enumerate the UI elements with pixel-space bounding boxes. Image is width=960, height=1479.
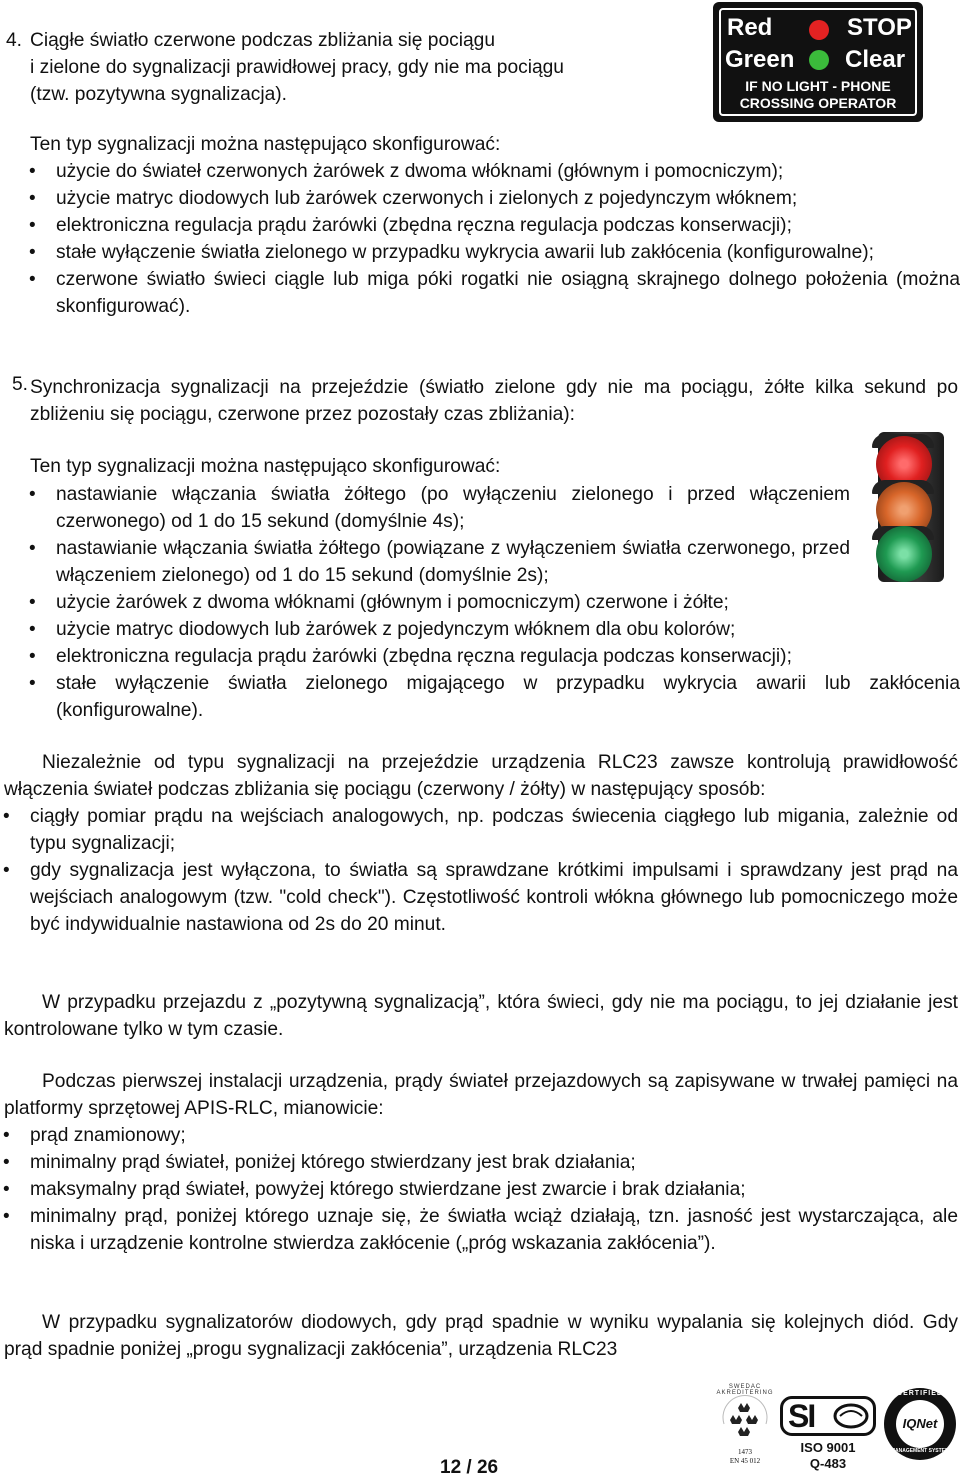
list-item: • gdy sygnalizacja jest wyłączona, to światła są sprawdzane krótkimi impulsami i sprawdzany jest prąd na wejściach analogowym (tzw. "cold check"). Częstotliwość kontroli włókna głównego lub pomocniczego może być indywidualnie nastawiona od 2s do 20 minut. — [30, 857, 958, 938]
list-item: • minimalny prąd, poniżej którego uznaje się, że światła wciąż działają, tzn. jasność jest wystarczająca, ale niska i urządzenie kontrolne stwierdza zakłócenie („próg wskazania zakłócenia”). — [30, 1203, 958, 1257]
list-item: • maksymalny prąd świateł, powyżej którego stwierdzane jest zwarcie i brak działania; — [30, 1176, 958, 1203]
monitor-list — [4, 803, 958, 938]
certified-label: CERTIFIED — [897, 1390, 943, 1397]
list-item: • ciągły pomiar prądu na wejściach analogowych, np. podczas świecenia ciągłego lub migania, zależnie od typu sygnalizacji; — [30, 803, 958, 857]
section5-heading-text: Synchronizacja sygnalizacji na przejeździe (światło zielone gdy nie ma pociągu, żółte kilka sekund po zbliżeniu się pociągu, czerwone przez pozostały czas zbliżania): — [30, 377, 958, 425]
list-item: • stałe wyłączenie światła zielonego migającego w przypadku wykrycia awarii lub zakłócenia (konfigurowalne). — [56, 670, 960, 724]
list-item: • użycie matryc diodowych lub żarówek z pojedynczym włóknem dla obu kolorów; — [56, 616, 960, 643]
config-intro: Ten typ sygnalizacji można następująco skonfigurować: — [30, 456, 501, 477]
paragraph-diode — [4, 1309, 958, 1363]
certificate-number: Q-483 — [809, 1456, 847, 1471]
section-number: 5. — [12, 374, 29, 395]
paragraph-text: Niezależnie od typu sygnalizacji na przejeździe urządzenia RLC23 zawsze kontrolują prawidłowość włączenia świateł podczas zbliżania się pociągu (czerwony / żółty) w następujący sposób: — [4, 752, 958, 800]
section-number: 4. — [6, 30, 23, 51]
paragraph-text: Podczas pierwszej instalacji urządzenia, prądy świateł przejazdowych są zapisywane w trwałej pamięci na platformy sprzętowej APIS-RLC, mianowicie: — [4, 1071, 958, 1119]
green-light-icon — [809, 50, 829, 70]
management-system-label: MANAGEMENT SYSTEM — [890, 1448, 950, 1454]
sign-green-label: Green — [725, 46, 795, 73]
iso-label: ISO 9001 — [800, 1440, 856, 1455]
section4-config — [30, 131, 960, 320]
section5-list — [30, 481, 960, 724]
list-item: • użycie do świateł czerwonych żarówek z dwoma włóknami (głównym i pomocniczym); — [56, 158, 960, 185]
list-item: • nastawianie włączania światła żółtego (powiązane z wyłączeniem światła czerwonego, przed włączeniem zielonego) od 1 do 15 sekund (domyślnie 2s); — [56, 535, 850, 589]
heading-line: (tzw. pozytywna sygnalizacja). — [30, 84, 287, 105]
iqnet-label: IQNet — [902, 1416, 938, 1431]
iqnet-logo — [882, 1386, 958, 1466]
page-number: 12 / 26 — [440, 1457, 499, 1478]
swedac-logo — [714, 1386, 776, 1466]
list-item: • użycie matryc diodowych lub żarówek czerwonych i zielonych z pojedynczym włóknem; — [56, 185, 960, 212]
si-logo-text: SI — [788, 1398, 815, 1434]
config-intro: Ten typ sygnalizacji można następująco skonfigurować: — [30, 134, 501, 155]
section5-heading — [6, 374, 958, 428]
swedac-standard: EN 45 012 — [729, 1457, 761, 1465]
si-certification-logo — [778, 1394, 878, 1478]
list-item: • elektroniczna regulacja prądu żarówki (zbędna ręczna regulacja podczas konserwacji); — [56, 212, 960, 239]
sign-line2: CROSSING OPERATOR — [739, 95, 897, 111]
list-item: • nastawianie włączania światła żółtego (po wyłączeniu zielonego i przed włączeniem czerwonego) od 1 do 15 sekund (domyślnie 4s); — [56, 481, 850, 535]
swedac-number: 1473 — [738, 1448, 752, 1456]
list-item: • minimalny prąd świateł, poniżej którego stwierdzany jest brak działania; — [30, 1149, 958, 1176]
list-item: • użycie żarówek z dwoma włóknami (głównym i pomocniczym) czerwone i żółte; — [56, 589, 960, 616]
paragraph-text: W przypadku sygnalizatorów diodowych, gdy prąd spadnie w wyniku wypalania się kolejnych diód. Gdy prąd spadnie poniżej „progu sygnalizacji zakłócenia”, urządzenia RLC23 — [4, 1312, 958, 1360]
crossing-sign — [713, 2, 923, 122]
red-light-icon — [809, 20, 829, 40]
sign-line1: IF NO LIGHT - PHONE — [745, 78, 891, 94]
sign-red-label: Red — [727, 14, 773, 41]
install-list — [4, 1122, 958, 1257]
list-item: • stałe wyłączenie światła zielonego w przypadku wykrycia awarii lub zakłócenia (konfigurowalne); — [56, 239, 960, 266]
list-item: • elektroniczna regulacja prądu żarówki (zbędna ręczna regulacja podczas konserwacji); — [56, 643, 960, 670]
paragraph-text: W przypadku przejazdu z „pozytywną sygnalizacją”, która świeci, gdy nie ma pociągu, to jej działanie jest kontrolowane tylko w tym czasie. — [4, 992, 958, 1040]
heading-line: Ciągłe światło czerwone podczas zbliżania się pociągu — [30, 30, 496, 51]
swedac-text: SWEDAC AKREDITERING — [716, 1384, 774, 1396]
section5-config — [30, 453, 960, 724]
sign-stop-label: STOP — [847, 14, 912, 41]
heading-line: i zielone do sygnalizacji prawidłowej pracy, gdy nie ma pociągu — [30, 57, 564, 78]
section4-list — [30, 158, 960, 320]
list-item: • prąd znamionowy; — [30, 1122, 958, 1149]
paragraph-install — [4, 1068, 958, 1257]
paragraph-monitoring — [4, 749, 958, 938]
paragraph-positive — [4, 989, 958, 1043]
list-item: • czerwone światło świeci ciągle lub miga póki rogatki nie osiągną skrajnego dolnego położenia (można skonfigurować). — [56, 266, 960, 320]
sign-clear-label: Clear — [845, 46, 906, 73]
section4-heading — [6, 27, 696, 108]
